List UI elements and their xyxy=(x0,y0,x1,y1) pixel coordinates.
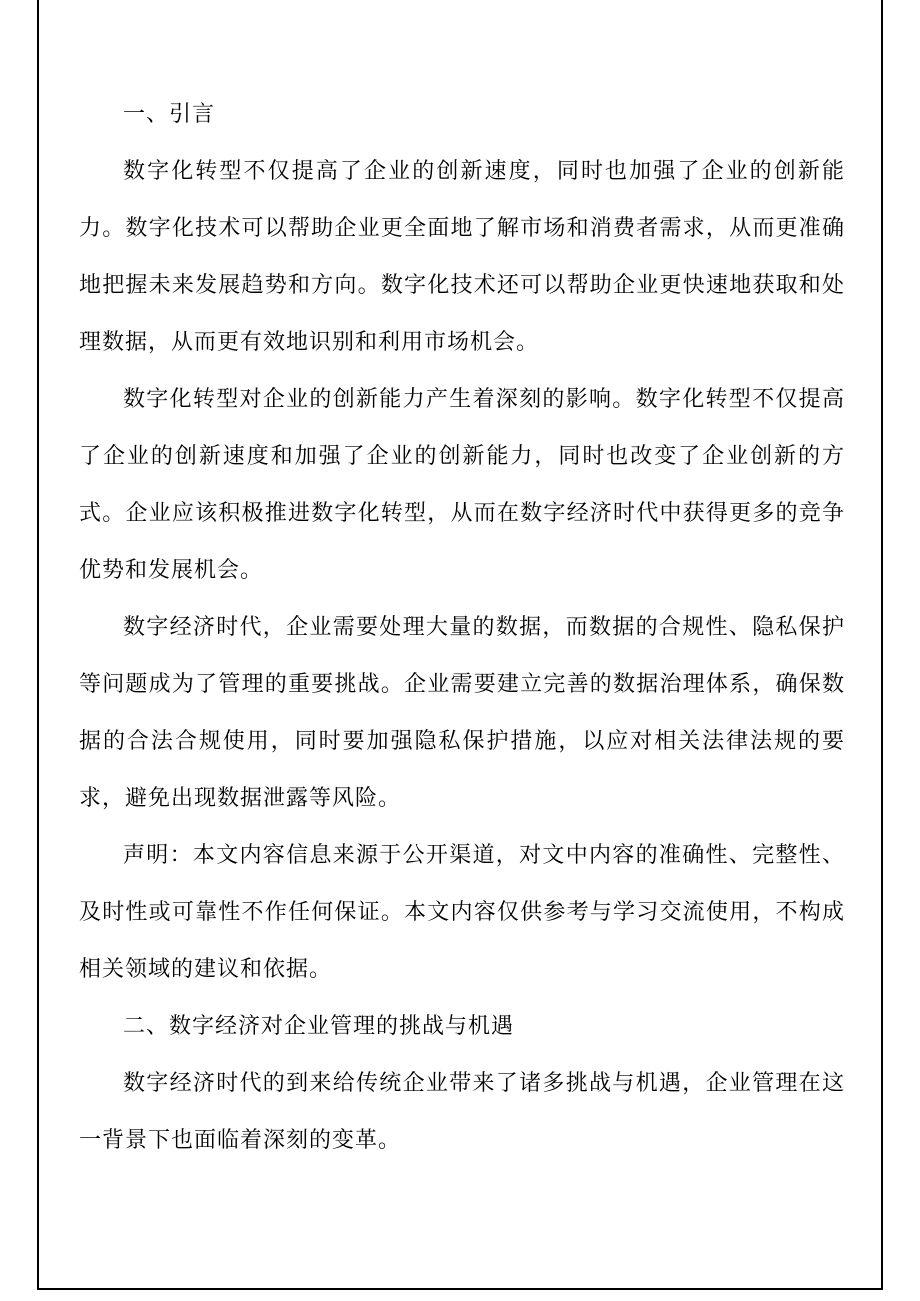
paragraph-digital-transformation-innovation: 数字化转型不仅提高了企业的创新速度，同时也加强了企业的创新能力。数字化技术可以帮助企业更全面地了解市场和消费者需求，从而更准确地把握未来发展趋势和方向。数字化技术还可以帮助企业更快速地获取和处理数据，从而更有效地识别和利用市场机会。 xyxy=(79,159,845,355)
paragraph-data-governance: 数字经济时代，企业需要处理大量的数据，而数据的合规性、隐私保护等问题成为了管理的重要挑战。企业需要建立完善的数据治理体系，确保数据的合法合规使用，同时要加强隐私保护措施，以应对相关法律法规的要求，避免出现数据泄露等风险。 xyxy=(79,615,845,811)
document-body xyxy=(79,86,845,1169)
paragraph-disclaimer: 声明：本文内容信息来源于公开渠道，对文中内容的准确性、完整性、及时性或可靠性不作任何保证。本文内容仅供参考与学习交流使用，不构成相关领域的建议和依据。 xyxy=(79,843,845,982)
paragraph-transformation-impact: 数字化转型对企业的创新能力产生着深刻的影响。数字化转型不仅提高了企业的创新速度和加强了企业的创新能力，同时也改变了企业创新的方式。企业应该积极推进数字化转型，从而在数字经济时代中获得更多的竞争优势和发展机会。 xyxy=(79,387,845,583)
section-heading-introduction: 一、引言 xyxy=(123,102,216,127)
section-heading-challenges-opportunities: 二、数字经济对企业管理的挑战与机遇 xyxy=(123,1014,515,1039)
paragraph-digital-economy-era: 数字经济时代的到来给传统企业带来了诸多挑战与机遇，企业管理在这一背景下也面临着深刻的变革。 xyxy=(79,1071,845,1153)
